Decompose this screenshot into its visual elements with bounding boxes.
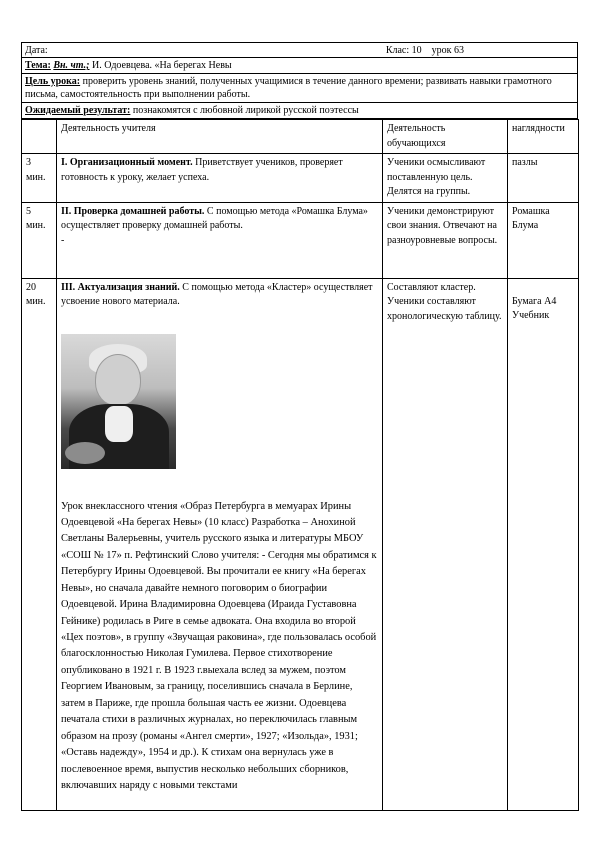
time-cell: 5 мин.: [22, 202, 57, 278]
students-cell: [383, 278, 508, 810]
stage-text: Приветствует учеников, проверяет готовность к уроку, желает успеха.: [61, 157, 343, 183]
students-cell: Ученики осмысливают поставленную цель. Делятся на группы.: [383, 154, 508, 203]
lesson-header: [21, 42, 578, 119]
stage-title: II. Проверка домашней работы.: [61, 205, 205, 217]
topic-prefix: Вн. чт.;: [53, 60, 90, 71]
goal-label: Цель урока:: [25, 76, 81, 87]
lesson-label: урок 63: [431, 45, 464, 56]
stage-text: С помощью метода «Ромашка Блума» осуществляет проверку домашней работы.: [61, 205, 368, 231]
goal-text: проверить уровень знаний, полученных учащимися в течение данного времени; развивать навыки грамотного письма, самостоятельность при выполнении работы.: [25, 76, 552, 100]
teacher-cell: [57, 202, 383, 278]
visual-text: Бумага А4 Учебник: [512, 295, 557, 321]
topic-label: Тема:: [25, 60, 51, 71]
header-cell-visuals: наглядности: [508, 120, 579, 154]
header-cell-time: [22, 120, 57, 154]
stage-title: I. Организационный момент.: [61, 157, 193, 168]
students-cell: Ученики демонстрируют свои знания. Отвечают на разноуровневые вопросы.: [383, 202, 508, 278]
result-row: [22, 103, 577, 119]
portrait-photo: [61, 334, 176, 469]
time-cell: 20 мин.: [22, 278, 57, 810]
class-lesson: [386, 44, 464, 56]
students-line-2: Ученики составляют хронологическую таблицу.: [387, 296, 502, 322]
stage-text: С помощью метода «Кластер» осуществляет усвоение нового материала.: [61, 281, 373, 307]
visual-cell: Ромашка Блума: [508, 202, 579, 278]
teacher-cell: [57, 278, 383, 810]
goal-row: [22, 74, 577, 103]
visual-cell: пазлы: [508, 154, 579, 203]
date-label: Дата:: [25, 45, 48, 56]
result-label: Ожидаемый результат:: [25, 105, 131, 116]
table-row: [22, 154, 579, 203]
students-line-1: Составляют кластер.: [387, 281, 476, 293]
table-row: [22, 278, 579, 810]
topic-text: И. Одоевцева. «На берегах Невы: [89, 60, 232, 71]
visual-cell: [508, 278, 579, 810]
header-cell-students: Деятельность обучающихся: [383, 120, 508, 154]
result-text: познакомятся с любовной лирикой русской поэтессы: [130, 105, 359, 116]
class-label: Клас: 10: [385, 45, 422, 56]
date-row: [22, 43, 577, 58]
time-cell: 3 мин.: [22, 154, 57, 203]
table-row: [22, 202, 579, 278]
topic-row: [22, 58, 577, 74]
table-header-row: [22, 120, 579, 154]
lesson-plan-table: [21, 119, 579, 811]
stage-title: III. Актуализация знаний.: [61, 281, 180, 293]
teacher-cell: [57, 154, 383, 203]
lesson-body-text: Урок внеклассного чтения «Образ Петербурга в мемуарах Ирины Одоевцевой «На берегах Невы» (10 класс) Разработка – Анохиной Светланы Валерьевны, учитель русского языка и литературы МБОУ «СОШ № 17» п. Рефтинский Слово учителя: - Сегодня мы обратимся к Петербургу Ирины Одоевцевой. Вы прочитали ее книгу «На берегах Невы», но сначала давайте немного поговорим о биографии Одоевцевой. Ирина Владимировна Одоевцева (Ираида Густавовна Гейнике) родилась в Риге в семье адвоката. Она входила во второй «Цех поэтов», в группу «Звучащая раковина», где пользовалась особой благосклонностью Николая Гумилева. Первое стихотворение опубликовано в 1921 г. В 1923 г.выехала вслед за мужем, поэтом Георгием Ивановым, за границу, поселившись сначала в Берлине, затем в Париже, где прошла большая часть ее жизни. Одоевцева печатала стихи в различных журналах, но переключилась главным образом на прозу (романы «Ангел смерти», 1927; «Изольда», 1931; «Оставь надежду», 1954 и др.). К стихам она вернулась уже в послевоенное время, выпустив несколько небольших сборников, включавших наряду с новыми текстами: [61, 500, 377, 791]
header-cell-teacher: Деятельность учителя: [57, 120, 383, 154]
stage-extra: -: [61, 234, 65, 246]
